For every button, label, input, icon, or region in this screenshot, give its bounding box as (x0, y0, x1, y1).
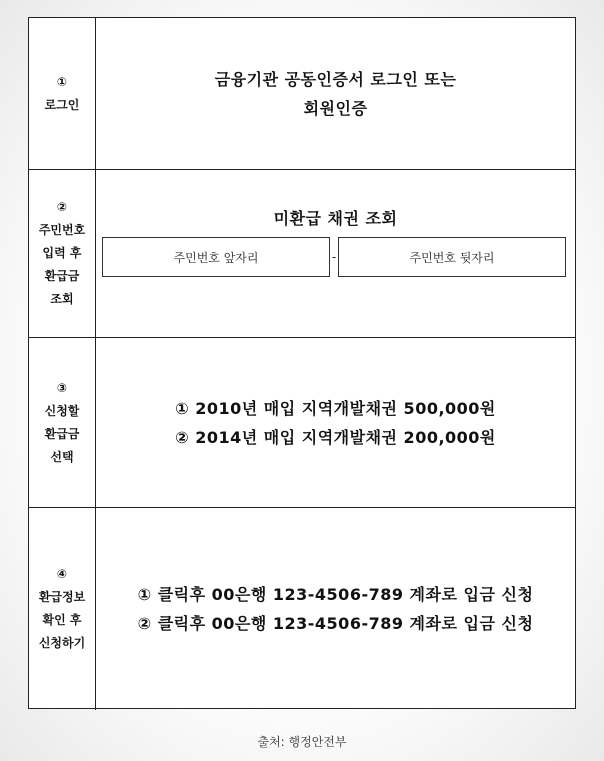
step-text: 신청할 (44, 403, 80, 418)
step-number: ② (56, 200, 68, 214)
step-row-3 (29, 338, 575, 508)
content-line: 금융기관 공동인증서 로그인 또는 (214, 69, 457, 89)
resident-number-front-field[interactable]: 주민번호 앞자리 (102, 237, 330, 277)
source-caption: 출처: 행정안전부 (257, 735, 347, 749)
apply-option-2[interactable]: ② 클릭후 00은행 123-4506-789 계좌로 입금 신청 (137, 614, 534, 633)
step-number: ④ (56, 567, 68, 581)
step-text: 조회 (50, 292, 74, 306)
step-row-1 (29, 18, 575, 170)
step-text: 로그인 (44, 97, 80, 112)
step-row-4 (29, 508, 575, 710)
step-text: 환급정보 (38, 590, 86, 604)
content-line: 회원인증 (303, 98, 368, 118)
step-number: ① (56, 74, 68, 89)
step-label-2 (29, 170, 96, 337)
refund-option-1[interactable]: ① 2010년 매입 지역개발채권 500,000원 (175, 398, 496, 418)
step-text: 신청하기 (38, 636, 86, 650)
step-number: ③ (56, 380, 68, 395)
refund-option-2[interactable]: ② 2014년 매입 지역개발채권 200,000원 (175, 427, 496, 447)
apply-option-1[interactable]: ① 클릭후 00은행 123-4506-789 계좌로 입금 신청 (137, 585, 534, 604)
step-text: 선택 (50, 449, 74, 464)
step-content-1 (96, 18, 575, 169)
application-steps-table (28, 17, 576, 709)
separator-dash: - (331, 250, 337, 264)
section-title: 미환급 채권 조회 (273, 209, 398, 228)
step-label-3 (29, 338, 96, 507)
step-content-4 (96, 508, 575, 710)
step-label-1 (29, 18, 96, 169)
step-text: 주민번호 (38, 223, 86, 237)
step-text: 환급금 (44, 269, 80, 283)
step-text: 입력 후 (42, 246, 82, 260)
resident-number-inputs (102, 237, 563, 279)
resident-number-back-field[interactable]: 주민번호 뒷자리 (338, 237, 566, 277)
step-row-2 (29, 170, 575, 338)
step-content-3 (96, 338, 575, 507)
step-label-4 (29, 508, 96, 710)
step-content-2 (96, 170, 575, 337)
step-text: 환급금 (44, 426, 80, 441)
step-text: 확인 후 (42, 613, 82, 627)
